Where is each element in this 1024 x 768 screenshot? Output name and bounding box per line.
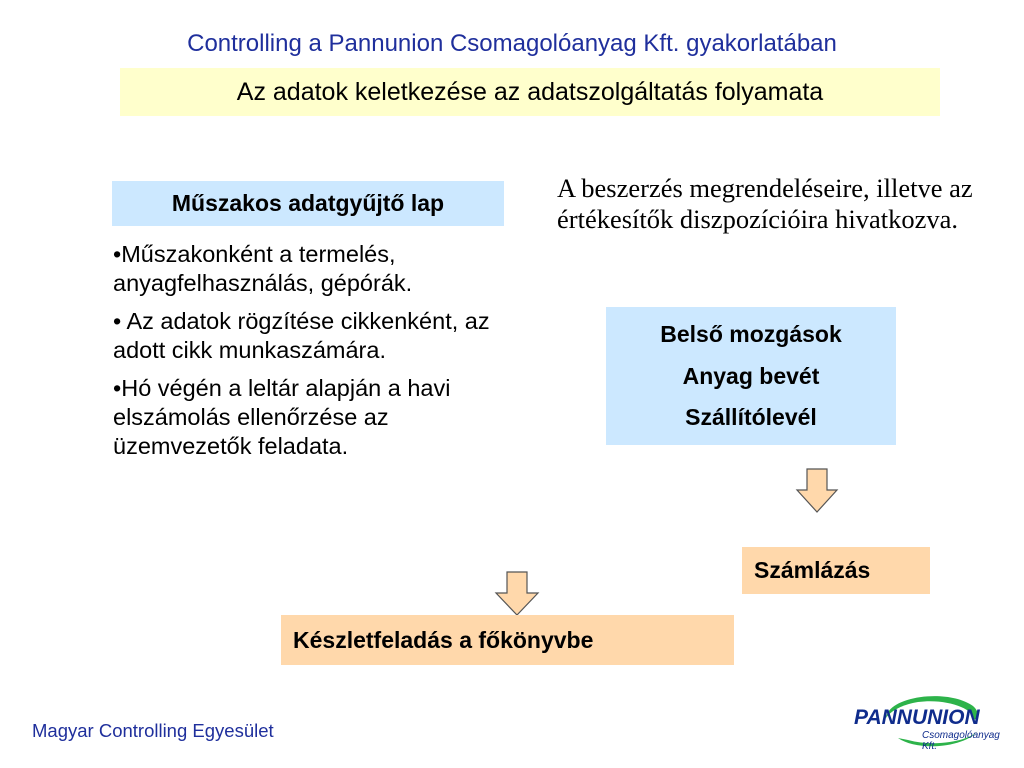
left-heading-text: Műszakos adatgyűjtő lap: [171, 190, 445, 216]
left-heading-box: [112, 181, 504, 226]
footer-organization: Magyar Controlling Egyesület: [32, 720, 274, 741]
box-line: Anyag bevét: [682, 362, 820, 389]
down-arrow-icon: [795, 468, 839, 514]
slide-title: Controlling a Pannunion Csomagolóanyag Kft. gyakorlatában: [187, 30, 837, 57]
logo-subtitle: Csomagolóanyag Kft.: [922, 730, 1000, 752]
billing-text: Számlázás: [754, 557, 871, 583]
subtitle-banner: [120, 68, 940, 116]
ledger-text: Készletfeladás a főkönyvbe: [293, 626, 594, 653]
logo-wordmark: PANNUNION: [854, 706, 980, 729]
box-line: Szállítólevél: [685, 403, 817, 430]
pannunion-logo: [850, 688, 1000, 754]
bullet-item: • Az adatok rögzítése cikkenként, az adott cikk munkaszámára.: [113, 308, 490, 363]
billing-box: [742, 547, 930, 594]
subtitle-text: Az adatok keletkezése az adatszolgáltatás folyamata: [236, 77, 824, 106]
ledger-box: [281, 615, 734, 665]
bullet-list: [113, 240, 523, 470]
bullet-item: •Hó végén a leltár alapján a havi elszámolás ellenőrzése az üzemvezetők feladata.: [113, 375, 451, 459]
bullet-item: •Műszakonként a termelés, anyagfelhasználás, gépórák.: [113, 241, 413, 296]
down-arrow-icon: [494, 571, 540, 617]
box-line: Belső mozgások: [660, 321, 842, 348]
right-description: A beszerzés megrendeléseire, illetve az értékesítők diszpozícióira hivatkozva.: [557, 173, 973, 234]
internal-movements-box: [606, 307, 896, 445]
